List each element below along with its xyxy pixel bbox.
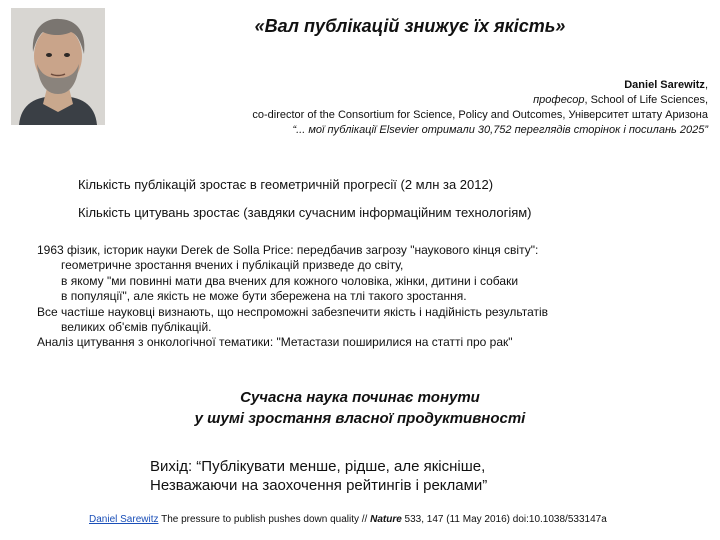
key-statement-line: у шумі зростання власної продуктивності [194,410,526,427]
key-statement-line: Сучасна наука починає тонути [240,389,480,406]
body-line: Аналіз цитування з онкологічної тематики: "Метастази поширилися на статті про рак" [37,335,513,350]
conclusion-line: Вихід: “Публікувати менше, рідше, але якісніше, [150,458,486,475]
body-line: великих об'ємів публікацій. [61,320,212,335]
slide-title: «Вал публікацій знижує їх якість» [254,16,566,36]
body-text [37,243,548,351]
body-line: Все частіше науковці визнають, що неспроможні забезпечити якість і надійність результатів [37,304,549,319]
author-info: Daniel Sarewitz, професор, School of Life Sciences, co-director of the Consortium for Science, Policy and Outcomes, Університет штату Аризона “... мої публікації Elsevier отримали 30,752 переглядів сторінок і посилань 2025” [252,79,708,136]
author-name: Daniel Sarewitz [624,79,705,91]
bullet-citations-growth: Кількість цитувань зростає (завдяки сучасним інформаційним технологіям) [78,205,532,220]
author-school: School of Life Sciences, [590,94,708,106]
reference-details: 533, 147 (11 May 2016) doi:10.1038/533147a [401,514,607,525]
reference-author-link[interactable]: Daniel Sarewitz [89,514,159,525]
author-role: професор [533,94,585,106]
reference-journal: Nature [370,514,402,525]
body-line: геометричне зростання вчених і публікацій призведе до світу, [61,258,404,273]
reference-title: The pressure to publish pushes down quality // [158,514,371,525]
conclusion-line: Незважаючи на заохочення рейтингів і реклами” [150,477,488,494]
body-line: в популяції", але якість не може бути збережена на тлі такого зростання. [61,289,467,304]
body-line: 1963 фізик, історик науки Derek de Solla Price: передбачив загрозу "наукового кінця світу": [37,243,539,257]
author-quote: “... мої публікації Elsevier отримали 30,752 переглядів сторінок і посилань 2025” [292,124,708,136]
body-line: в якому "ми повинні мати два вчених для кожного чоловіка, жінки, дитини і собаки [61,273,519,288]
author-affiliation: co-director of the Consortium for Science, Policy and Outcomes, Університет штату Аризона [252,109,708,121]
bullet-publications-growth: Кількість публікацій зростає в геометричній прогресії (2 млн за 2012) [78,177,494,192]
reference [89,514,607,525]
author-portrait [11,8,105,125]
conclusion [150,457,487,495]
key-statement [100,387,620,429]
